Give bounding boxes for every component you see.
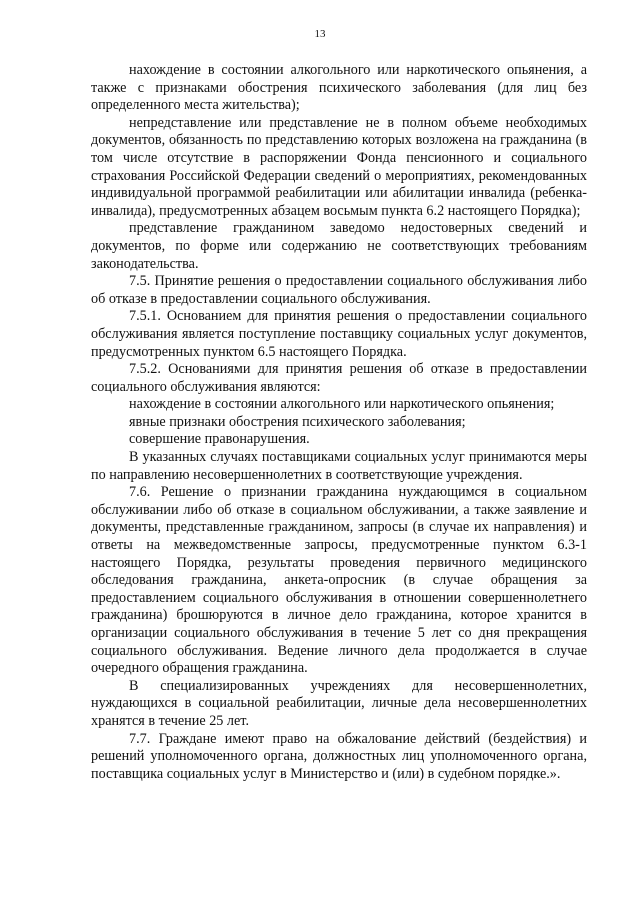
- paragraph: В указанных случаях поставщиками социальных услуг принимаются меры по направлению несовершеннолетних в соответствующие учреждения.: [91, 449, 587, 483]
- paragraph: нахождение в состоянии алкогольного или наркотического опьянения, а также с признаками обострения психического заболевания (для лиц без определенного места жительства);: [91, 62, 587, 114]
- page-number: 13: [314, 28, 326, 40]
- section-7-6: 7.6. Решение о признании гражданина нуждающимся в социальном обслуживании либо об отказе в социальном обслуживании, а также заявление и документы, представленные гражданином, запросы (в случае их направления) и ответы на межведомственные запросы, предусмотренные пунктом 6.3-1 настоящего Порядка, результаты проведения первичного медицинского обследования гражданина, анкета-опросник (в случае обращения за предоставлением социального обслуживания в отношении совершеннолетнего гражданина) брошюруются в личное дело гражданина, которое хранится в организации социального обслуживания в течение 5 лет со дня прекращения социального обслуживания. Ведение личного дела продолжается в случае очередного обращения гражданина.: [91, 484, 587, 677]
- section-heading-7-5: 7.5. Принятие решения о предоставлении социального обслуживания либо об отказе в предоставлении социального обслуживания.: [91, 273, 587, 307]
- list-item: нахождение в состоянии алкогольного или наркотического опьянения;: [129, 396, 555, 413]
- paragraph: представление гражданином заведомо недостоверных сведений и документов, по форме или содержанию не соответствующих требованиям законодательства.: [91, 220, 587, 272]
- paragraph: В специализированных учреждениях для несовершеннолетних, нуждающихся в социальной реабилитации, личные дела несовершеннолетних хранятся в течение 25 лет.: [91, 677, 587, 729]
- paragraph: 7.5.2. Основаниями для принятия решения об отказе в предоставлении социального обслуживания являются:: [91, 361, 587, 395]
- paragraph: непредставление или представление не в полном объеме необходимых документов, обязанность по представлению которых возложена на гражданина (в том числе отсутствие в распоряжении Фонда пенсионного и социального страхования Российской Федерации сведений о мероприятиях, рекомендованных индивидуальной программой реабилитации или абилитации инвалида (ребенка-инвалида), предусмотренных абзацем восьмым пункта 6.2 настоящего Порядка);: [91, 114, 587, 219]
- document-body: [91, 62, 587, 783]
- list-item: явные признаки обострения психического заболевания;: [129, 413, 466, 430]
- section-7-7: 7.7. Граждане имеют право на обжалование действий (бездействия) и решений уполномоченного органа, должностных лиц уполномоченного органа, поставщика социальных услуг в Министерство и (или) в судебном порядке.».: [91, 730, 587, 782]
- list-item: совершение правонарушения.: [129, 431, 310, 448]
- paragraph: 7.5.1. Основанием для принятия решения о предоставлении социального обслуживания является поступление поставщику социальных услуг документов, предусмотренных пунктом 6.5 настоящего Порядка.: [91, 308, 587, 360]
